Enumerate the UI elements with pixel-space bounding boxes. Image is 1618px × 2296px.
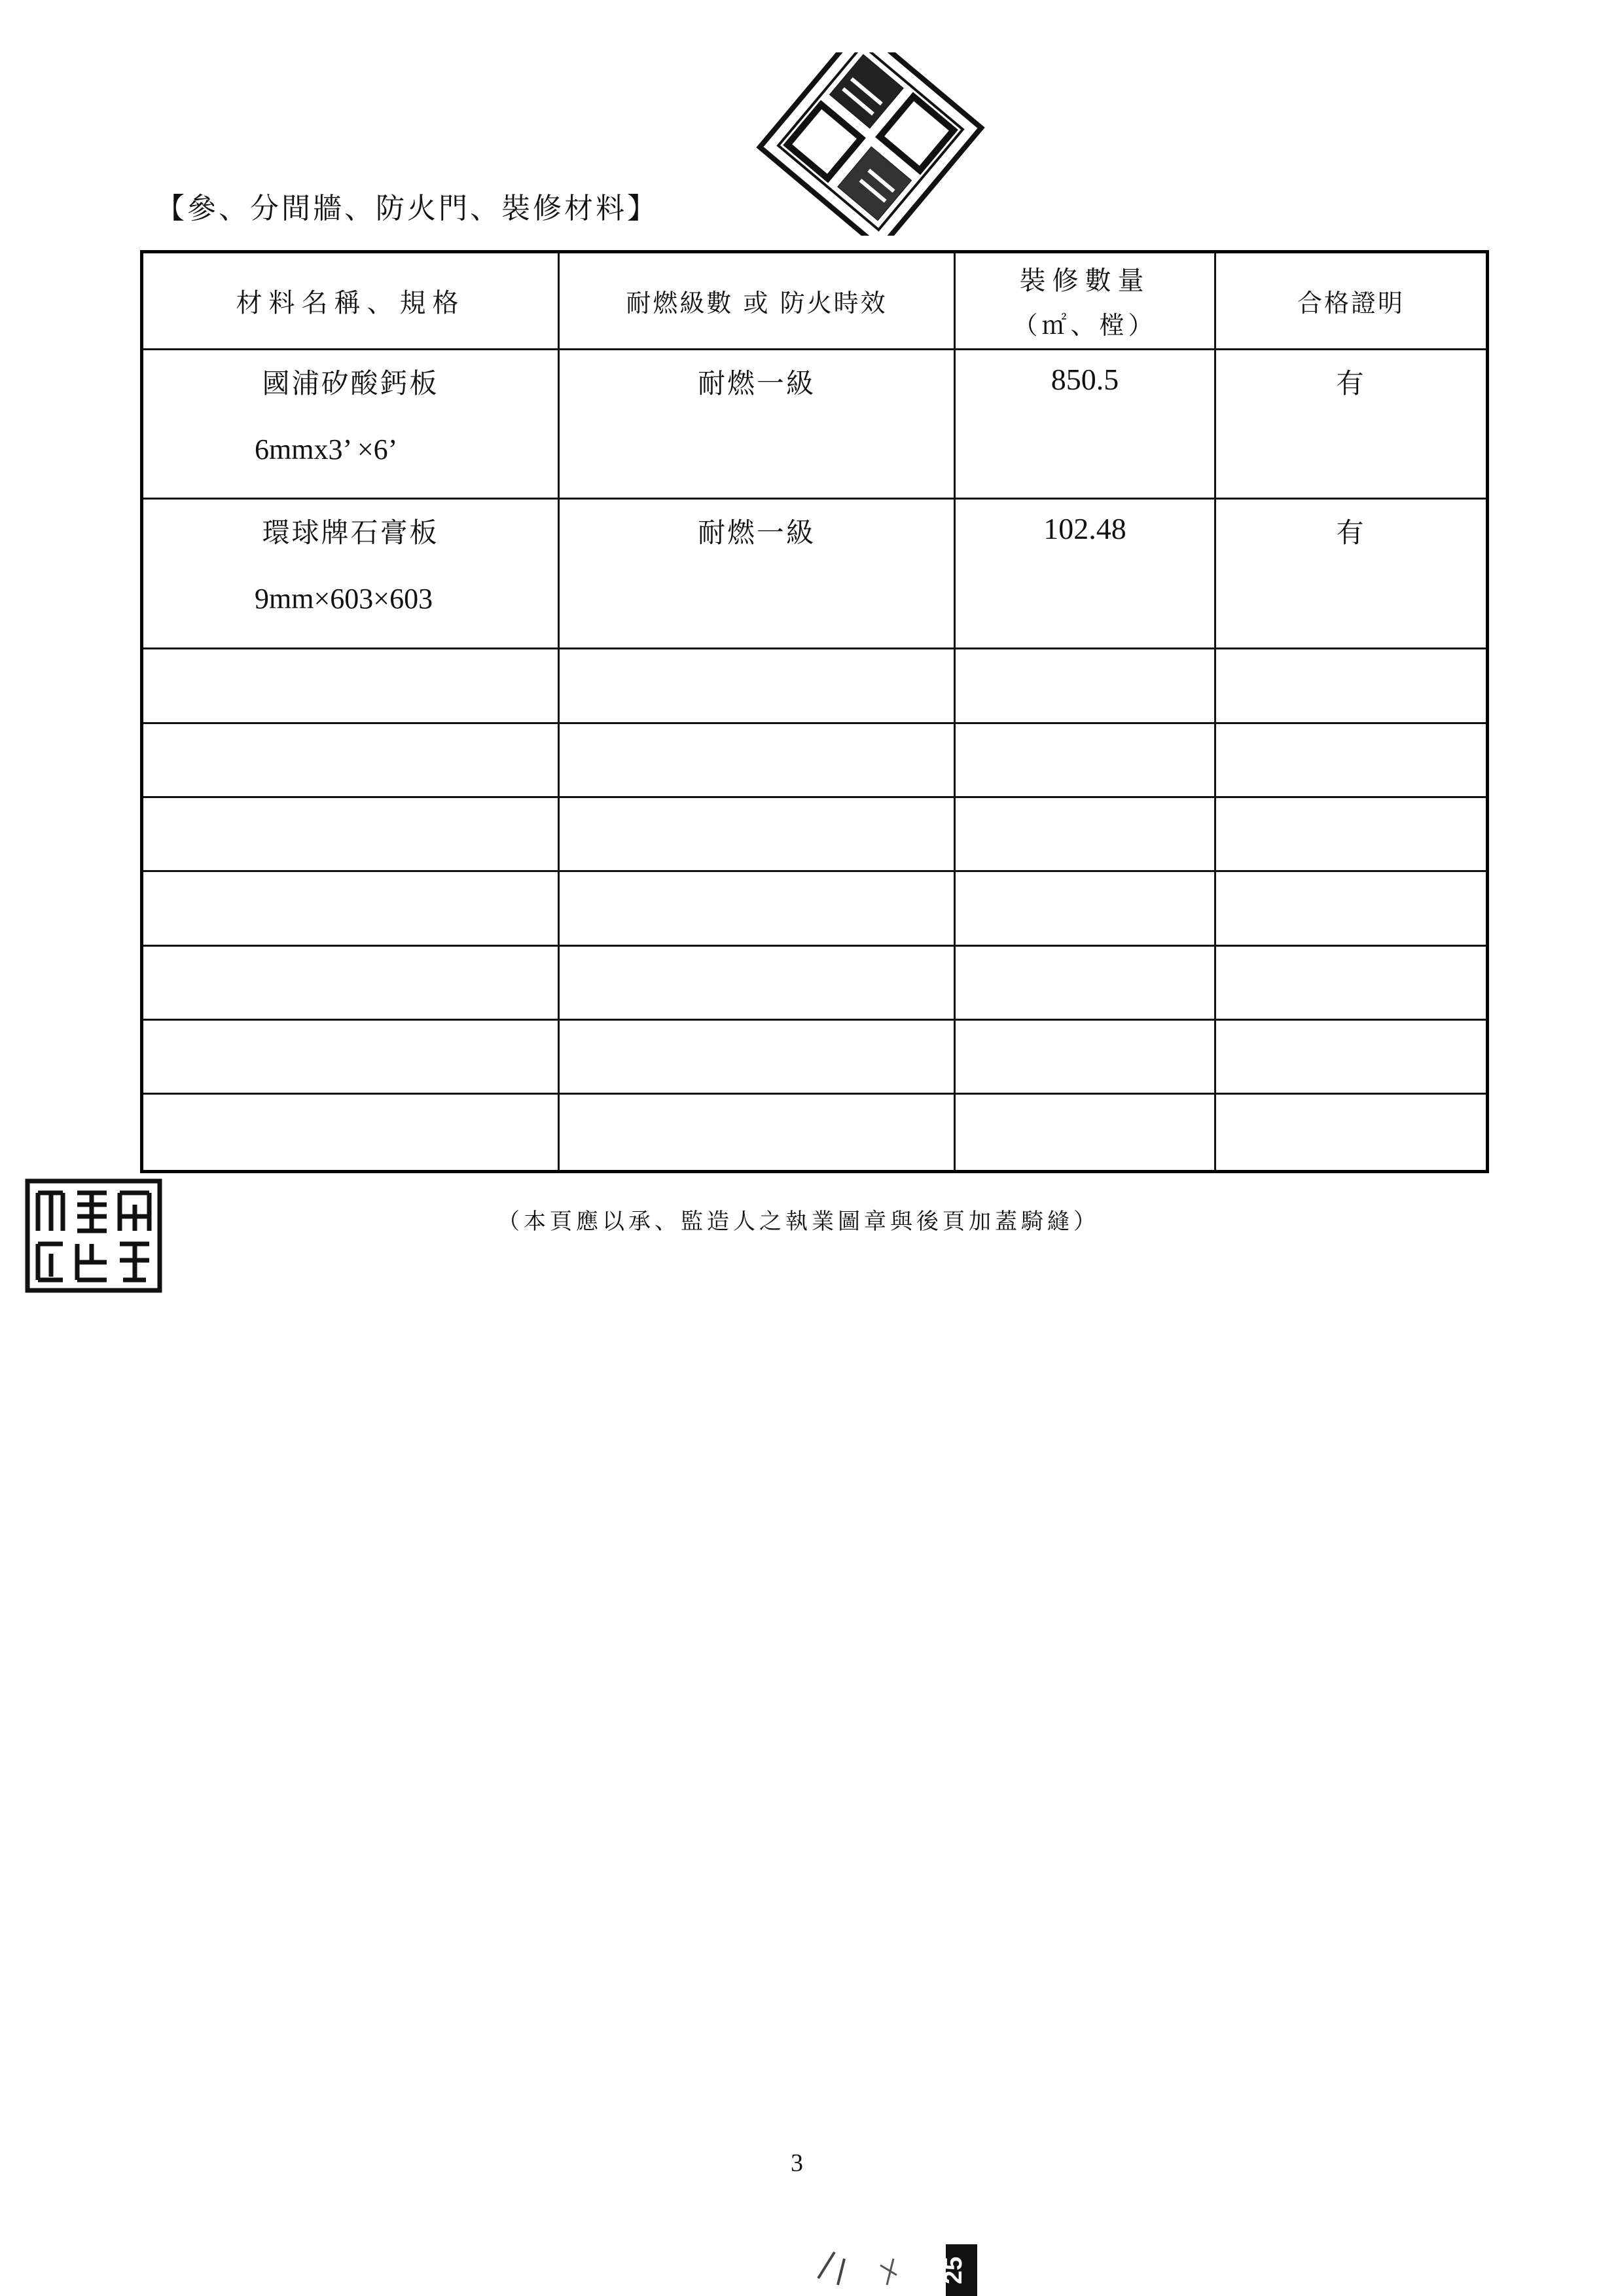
rating-text: 耐燃一級 [697,367,816,399]
material-spec: 6mmx3’ ×6’ [255,433,398,465]
material-name: 國浦矽酸鈣板 [262,367,439,399]
header-quantity-unit: （㎡、樘） [1013,311,1157,340]
table-row-empty [142,1020,1488,1094]
header-certificate: 合格證明 [1215,252,1488,350]
table-row-empty [142,649,1488,723]
footnote: （本頁應以承、監造人之執業圖章與後頁加蓋騎縫） [497,1209,1100,1235]
page-number: 3 [791,2149,803,2177]
cell-certificate [1215,499,1488,649]
table-row [142,349,1488,499]
table-row-empty [142,871,1488,945]
header-fire-rating: 耐燃級數 或 防火時效 [559,252,955,350]
official-seal-top [740,52,1001,236]
table-row [142,499,1488,649]
table-row-empty [142,945,1488,1019]
section-title: 【參、分間牆、防火門、裝修材料】 [156,192,658,225]
cell-certificate [1215,349,1488,499]
header-quantity [955,252,1215,350]
header-quantity-label: 裝修數量 [1019,266,1151,297]
material-name: 環球牌石膏板 [262,517,439,549]
cell-quantity [955,349,1215,499]
rating-text: 耐燃一級 [697,517,816,549]
bottom-stamp-mark [772,2239,1008,2296]
table-header-row [142,252,1488,350]
material-spec: 9mm×603×603 [255,583,433,615]
quantity-text: 102.48 [1043,512,1126,546]
cell-material [142,499,559,649]
cell-rating [559,499,955,649]
official-seal-left [25,1178,162,1293]
table-row-empty [142,797,1488,871]
bottom-mark-text: 25 [940,2256,967,2285]
certificate-text: 有 [1336,517,1366,549]
table-row-empty [142,723,1488,797]
quantity-text: 850.5 [1051,362,1119,396]
cell-rating [559,349,955,499]
cell-quantity [955,499,1215,649]
materials-table [140,250,1489,1173]
header-material: 材料名稱、規格 [142,252,559,350]
cell-material [142,349,559,499]
table-row-empty [142,1094,1488,1172]
certificate-text: 有 [1336,367,1366,399]
